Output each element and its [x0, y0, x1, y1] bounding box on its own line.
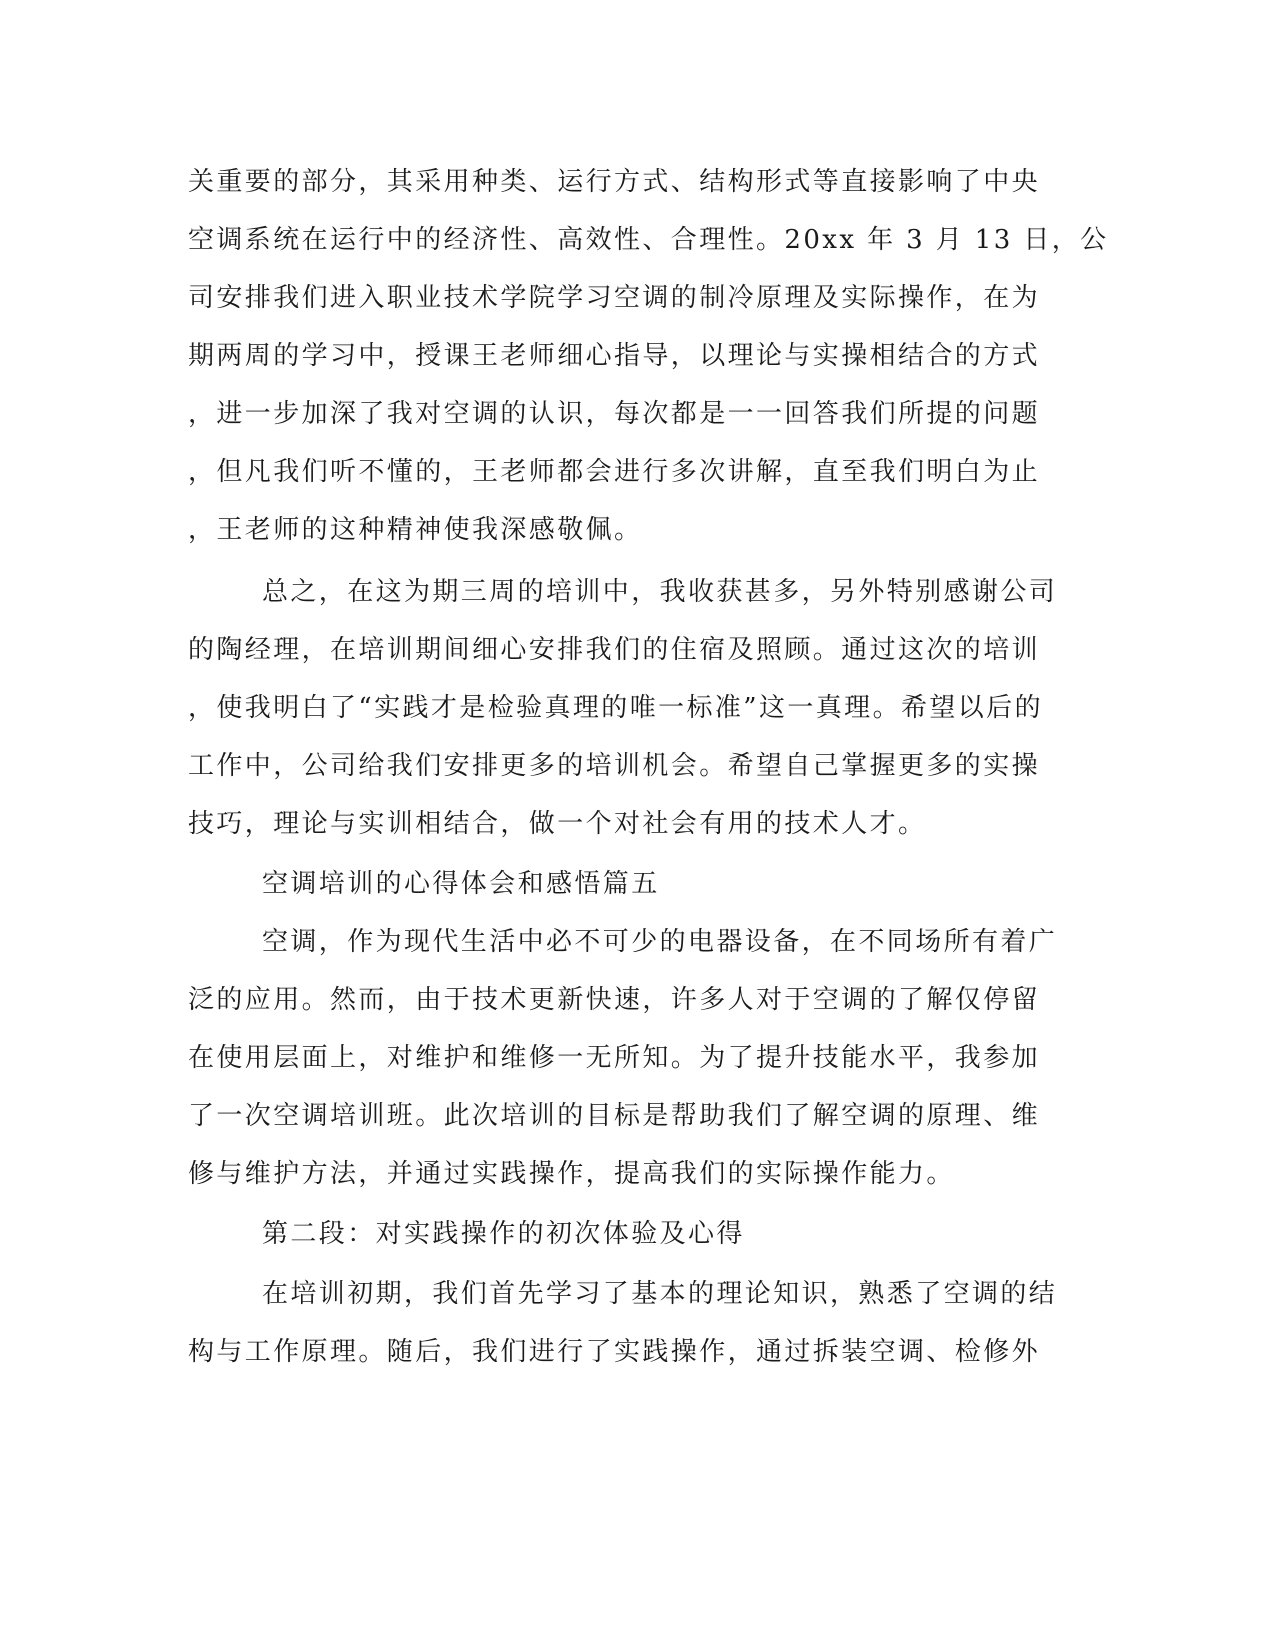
text-line: 了一次空调培训班。此次培训的目标是帮助我们了解空调的原理、维: [188, 1101, 1041, 1131]
text-line: 技巧，理论与实训相结合，做一个对社会有用的技术人才。: [188, 809, 927, 839]
paragraph-start-line: 在培训初期，我们首先学习了基本的理论知识，熟悉了空调的结: [262, 1279, 1058, 1309]
text-line: 司安排我们进入职业技术学院学习空调的制冷原理及实际操作，在为: [188, 283, 1041, 313]
text-line: 修与维护方法，并通过实践操作，提高我们的实际操作能力。: [188, 1159, 955, 1189]
text-line: 的陶经理，在培训期间细心安排我们的住宿及照顾。通过这次的培训: [188, 635, 1041, 665]
text-line: 泛的应用。然而，由于技术更新快速，许多人对于空调的了解仅停留: [188, 985, 1041, 1015]
paragraph-start-line: 空调，作为现代生活中必不可少的电器设备，在不同场所有着广: [262, 927, 1058, 957]
text-line: 关重要的部分，其采用种类、运行方式、结构形式等直接影响了中央: [188, 167, 1041, 197]
text-line: 工作中，公司给我们安排更多的培训机会。希望自己掌握更多的实操: [188, 751, 1041, 781]
text-line: 构与工作原理。随后，我们进行了实践操作，通过拆装空调、检修外: [188, 1337, 1041, 1367]
paragraph-start-line: 总之，在这为期三周的培训中，我收获甚多，另外特别感谢公司: [262, 577, 1058, 607]
text-line: 期两周的学习中，授课王老师细心指导，以理论与实操相结合的方式: [188, 341, 1041, 371]
section-subheading: 第二段：对实践操作的初次体验及心得: [262, 1219, 745, 1249]
text-line: ，但凡我们听不懂的，王老师都会进行多次讲解，直至我们明白为止: [188, 457, 1041, 487]
section-heading: 空调培训的心得体会和感悟篇五: [262, 869, 660, 899]
text-line: ，使我明白了“实践才是检验真理的唯一标准”这一真理。希望以后的: [188, 693, 1043, 723]
text-line: 在使用层面上，对维护和维修一无所知。为了提升技能水平，我参加: [188, 1043, 1041, 1073]
text-line: ，王老师的这种精神使我深感敬佩。: [188, 515, 643, 545]
text-line: 空调系统在运行中的经济性、高效性、合理性。20xx 年 3 月 13 日，公: [188, 225, 1109, 255]
text-line: ，进一步加深了我对空调的认识，每次都是一一回答我们所提的问题: [188, 399, 1041, 429]
